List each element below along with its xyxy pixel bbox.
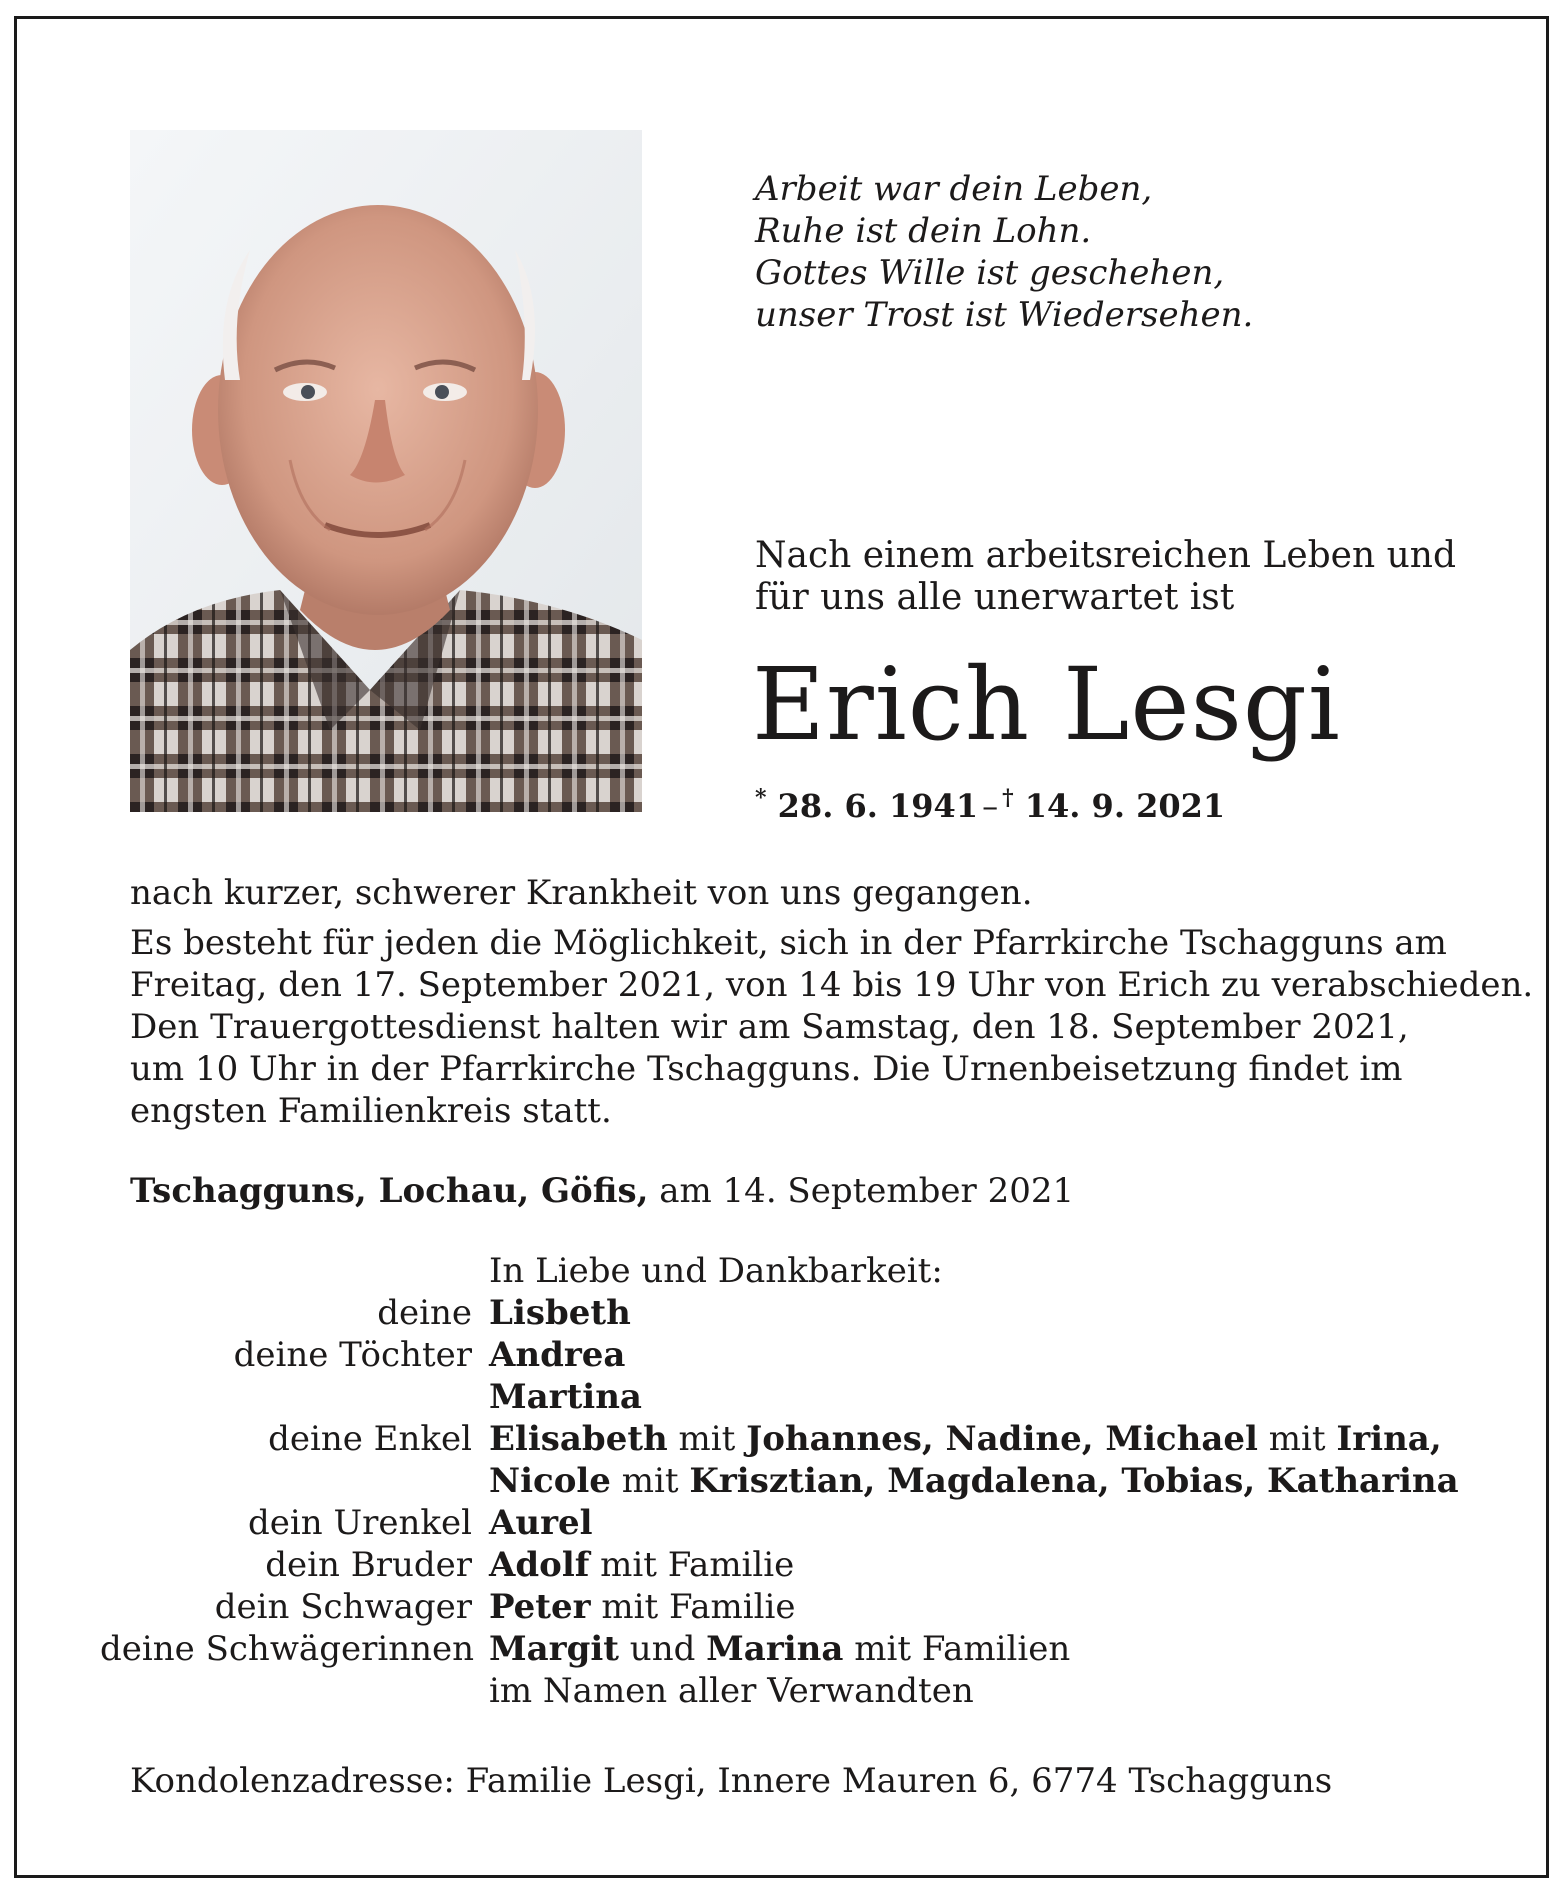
relation-label: deine Schwägerinnen xyxy=(100,1629,475,1669)
family-members xyxy=(489,1292,631,1334)
family-members xyxy=(489,1418,1442,1460)
place-date: am 14. September 2021 xyxy=(659,1171,1075,1211)
family-list xyxy=(100,1250,1500,1712)
life-dates xyxy=(755,778,1225,826)
announcement-body xyxy=(130,872,1534,1132)
relation-label xyxy=(100,1250,489,1292)
deceased-name: Erich Lesgi xyxy=(752,646,1341,763)
intro-text xyxy=(755,535,1457,619)
member-name: Lisbeth xyxy=(489,1293,631,1333)
member-name: Aurel xyxy=(489,1503,593,1543)
family-intro-row xyxy=(100,1250,1500,1292)
family-row xyxy=(100,1544,1500,1586)
relation-label: dein Urenkel xyxy=(248,1503,472,1543)
family-row xyxy=(100,1376,1500,1418)
family-members xyxy=(489,1544,794,1586)
connector-text: und xyxy=(618,1629,707,1669)
relation-label: dein Bruder xyxy=(265,1545,472,1585)
farewell-line xyxy=(130,922,1447,964)
connector-text: mit xyxy=(610,1461,690,1501)
family-members xyxy=(489,1586,795,1628)
family-members xyxy=(489,1670,974,1712)
family-members xyxy=(489,1460,1459,1502)
family-members xyxy=(489,1628,1070,1670)
connector-text: im Namen aller Verwandten xyxy=(489,1671,974,1711)
family-row xyxy=(100,1292,1500,1334)
farewell-line-text: Den Trauergottesdienst halten wir am Samstag, den 18. September 2021, xyxy=(130,1007,1409,1047)
portrait-photo xyxy=(130,130,642,812)
member-name: Elisabeth xyxy=(489,1419,668,1459)
relation-label xyxy=(100,1670,489,1712)
connector-text: mit Familien xyxy=(843,1629,1071,1669)
birth-date: 28. 6. 1941 xyxy=(777,787,979,825)
intro-line-2: für uns alle unerwartet ist xyxy=(755,577,1235,618)
relation-label xyxy=(100,1460,489,1502)
family-members xyxy=(489,1376,642,1418)
relation-label: dein Schwager xyxy=(214,1587,472,1627)
family-members xyxy=(489,1502,593,1544)
memorial-quote xyxy=(755,168,1253,336)
quote-line: Arbeit war dein Leben, xyxy=(755,169,1153,209)
farewell-line-text: engsten Familienkreis statt. xyxy=(130,1091,612,1131)
family-intro: In Liebe und Dankbarkeit: xyxy=(489,1251,943,1291)
relation-label: deine Enkel xyxy=(268,1419,472,1459)
death-symbol: † xyxy=(1002,785,1014,811)
member-name: Nicole xyxy=(489,1461,611,1501)
farewell-line-text: Freitag, den 17. September 2021, von 14 bis 19 Uhr von Erich zu verabschieden. xyxy=(130,965,1534,1005)
member-name: Johannes, Nadine, Michael xyxy=(746,1419,1258,1459)
connector-text: mit Familie xyxy=(589,1545,795,1585)
member-name: Irina, xyxy=(1336,1419,1442,1459)
member-name: Krisztian, Magdalena, Tobias, Katharina xyxy=(689,1461,1459,1501)
family-row xyxy=(100,1418,1500,1460)
member-name: Adolf xyxy=(489,1545,590,1585)
farewell-line xyxy=(130,1006,1435,1048)
quote-line: Ruhe ist dein Lohn. xyxy=(755,211,1092,251)
relation-label: deine xyxy=(377,1293,472,1333)
farewell-line-text: um 10 Uhr in der Pfarrkirche Tschagguns. Die Urnenbeisetzung findet im xyxy=(130,1049,1403,1089)
family-row xyxy=(100,1460,1500,1502)
member-name: Margit xyxy=(489,1629,619,1669)
passed-text: nach kurzer, schwerer Krankheit von uns gegangen. xyxy=(130,873,1033,913)
birth-symbol: * xyxy=(755,785,767,811)
quote-line: Gottes Wille ist geschehen, xyxy=(755,253,1225,293)
death-date: 14. 9. 2021 xyxy=(1024,787,1226,825)
family-row xyxy=(100,1502,1500,1544)
connector-text: mit xyxy=(1257,1419,1337,1459)
farewell-line-text: Es besteht für jeden die Möglichkeit, sich in der Pfarrkirche Tschagguns am xyxy=(130,923,1447,963)
place-and-date xyxy=(130,1170,1074,1212)
quote-line: unser Trost ist Wiedersehen. xyxy=(755,295,1254,335)
connector-text: mit Familie xyxy=(590,1587,796,1627)
family-members xyxy=(489,1334,625,1376)
condolence-address: Kondolenzadresse: Familie Lesgi, Innere Mauren 6, 6774 Tschagguns xyxy=(130,1761,1333,1801)
member-name: Martina xyxy=(489,1377,642,1417)
family-row xyxy=(100,1586,1500,1628)
member-name: Marina xyxy=(706,1629,844,1669)
member-name: Andrea xyxy=(489,1335,626,1375)
relation-label xyxy=(100,1376,489,1418)
farewell-line xyxy=(130,1048,1435,1090)
family-row xyxy=(100,1334,1500,1376)
place-towns: Tschagguns, Lochau, Göfis, xyxy=(130,1171,649,1211)
relation-label: deine Töchter xyxy=(233,1335,472,1375)
member-name: Peter xyxy=(489,1587,591,1627)
family-row xyxy=(100,1670,1500,1712)
intro-line-1: Nach einem arbeitsreichen Leben und xyxy=(755,535,1457,576)
family-row xyxy=(100,1628,1500,1670)
connector-text: mit xyxy=(667,1419,747,1459)
farewell-line xyxy=(130,964,1534,1006)
farewell-line xyxy=(130,1090,1435,1132)
date-dash: – xyxy=(982,787,999,825)
